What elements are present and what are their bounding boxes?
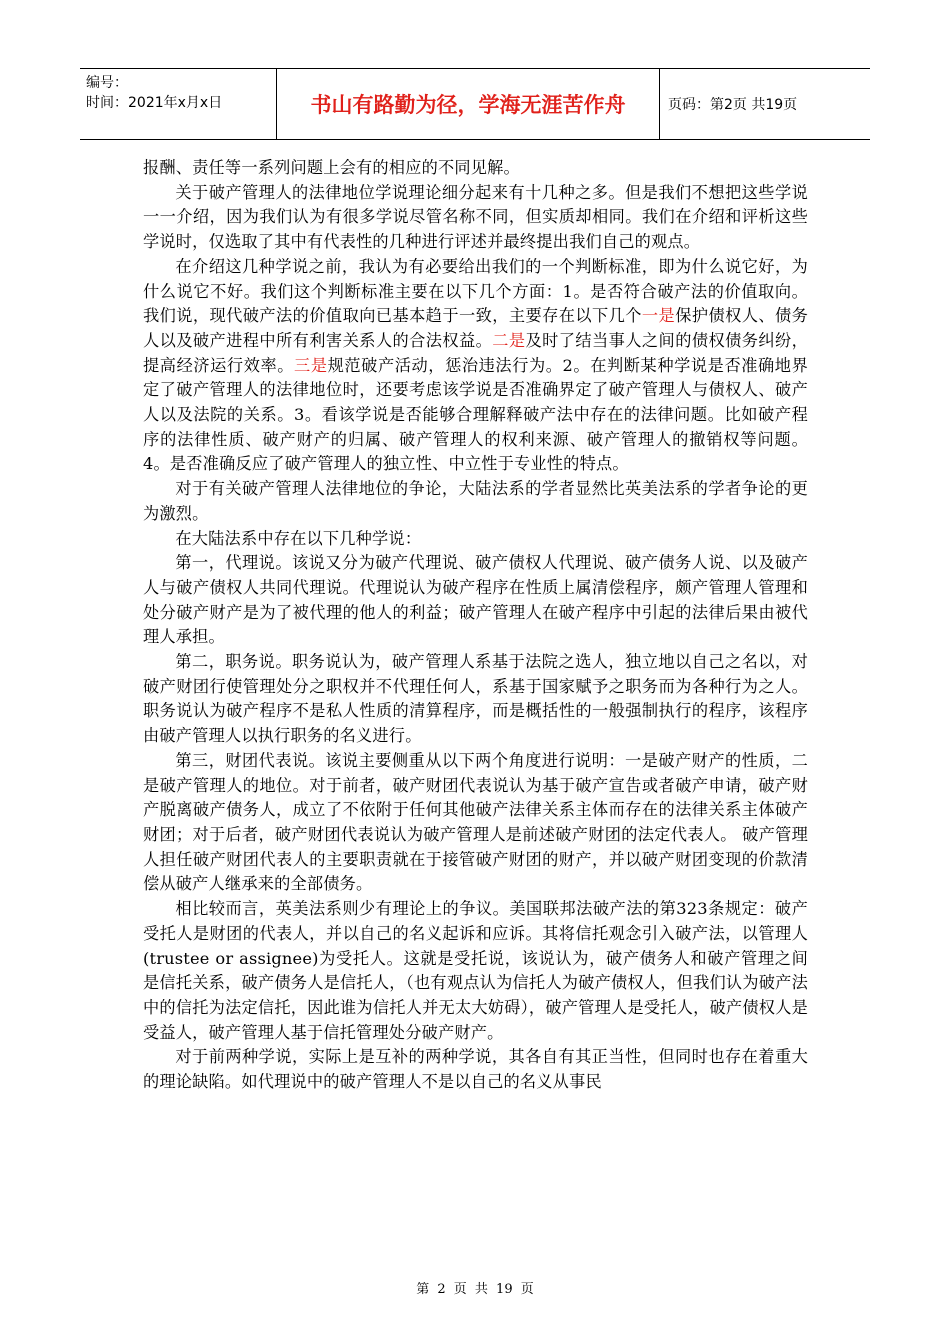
page-footer: 第 2 页 共 19 页	[416, 1282, 534, 1297]
paragraph: 第二，职务说。职务说认为，破产管理人系基于法院之选人，独立地以自己之名以，对破产财团行使管理处分之职权并不代理任何人，系基于国家赋予之职务而为各种行为之人。职务说认为破产程序不是私人性质的清算程序，而是概括性的一般强制执行的程序，该程序由破产管理人以执行职务的名义进行。	[143, 652, 808, 746]
paragraph: 对于前两种学说，实际上是互补的两种学说，其各自有其正当性，但同时也存在着重大的理论缺陷。如代理说中的破产管理人不是以自己的名义从事民	[143, 1047, 808, 1092]
paragraph: 第一，代理说。该说又分为破产代理说、破产债权人代理说、破产债务人说、以及破产人与破产债权人共同代理说。代理说认为破产程序在性质上属清偿程序，颇产管理人管理和处分破产财产是为了被代理的他人的利益；破产管理人在破产程序中引起的法律后果由被代理人承担。	[143, 553, 808, 647]
paragraph-text: 在介绍这几种学说之前，我认为有必要给出我们的一个判断标准，即为什么说它好，为什么说它不好。我们这个判断标准主要在以下几个方面：1。是否符合破产法的价值取向。我们说，现代破产法的价值取向已基本趋于一致，主要存在以下几个	[143, 256, 808, 326]
time-label: 时间：2021年x月x日	[86, 95, 223, 111]
document-header	[80, 68, 870, 140]
header-motto: 书山有路勤为径，学海无涯苦作舟	[277, 69, 660, 139]
paragraph: 相比较而言，英美法系则少有理论上的争议。美国联邦法破产法的第323条规定：破产受托人是财团的代表人，并以自己的名义起诉和应诉。其将信托观念引入破产法，以管理人(trustee or assignee)为受托人。这就是受托说，该说认为，破产债务人和破产管理之间是信托关系，破产债务人是信托人，（也有观点认为信托人为破产债权人，但我们认为破产法中的信托为法定信托，因此谁为信托人并无太大妨碍），破产管理人是受托人，破产债权人是受益人，破产管理人基于信托管理处分破产财产。	[143, 899, 808, 1042]
paragraph	[143, 255, 808, 477]
paragraph: 第三，财团代表说。该说主要侧重从以下两个角度进行说明：一是破产财产的性质，二是破产管理人的地位。对于前者，破产财团代表说认为基于破产宣告或者破产申请，破产财产脱离破产债务人，成立了不依附于任何其他破产法律关系主体而存在的法律关系主体破产财团；对于后者，破产财团代表说认为破产管理人是前述破产财团的法定代表人。 破产管理人担任破产财团代表人的主要职责就在于接管破产财团的财产，并以破产财团变现的价款清偿从破产人继承来的全部债务。	[143, 750, 808, 894]
highlight-text: 一是	[641, 306, 676, 326]
paragraph: 关于破产管理人的法律地位学说理论细分起来有十几种之多。但是我们不想把这些学说一一介绍，因为我们认为有很多学说尽管名称不同，但实质却相同。我们在介绍和评析这些学说时，仅选取了其中有代表性的几种进行评述并最终提出我们自己的观点。	[143, 182, 808, 252]
highlight-text: 三是	[294, 355, 328, 375]
number-label: 编号：	[86, 75, 128, 91]
paragraph-text: 保护债权人、债务人以及破产进程中所有利害关系人的合法权益。	[143, 306, 808, 350]
paragraph-text: 及时了结当事人之间的债权债务纠纷，提高经济运行效率。	[143, 330, 808, 375]
highlight-text: 二是	[492, 330, 526, 350]
paragraph-text: 规范破产活动，惩治违法行为。2。在判断某种学说是否准确地界定了破产管理人的法律地位时，还要考虑该学说是否准确界定了破产管理人与债权人、破产人以及法院的关系。3。看该学说是否能够合理解释破产法中存在的法律问题。比如破产程序的法律性质、破产财产的归属、破产管理人的权利来源、破产管理人的撤销权等问题。4。是否准确反应了破产管理人的独立性、中立性于专业性的特点。	[143, 355, 808, 474]
paragraph: 在大陆法系中存在以下几种学说：	[175, 528, 422, 548]
paragraph: 对于有关破产管理人法律地位的争论，大陆法系的学者显然比英美法系的学者争论的更为激烈。	[143, 479, 808, 523]
header-page-info: 页码：第2页 共19页	[668, 97, 798, 113]
header-meta	[80, 69, 277, 139]
paragraph: 报酬、责任等一系列问题上会有的相应的不同见解。	[143, 158, 520, 177]
document-body	[143, 156, 808, 1095]
